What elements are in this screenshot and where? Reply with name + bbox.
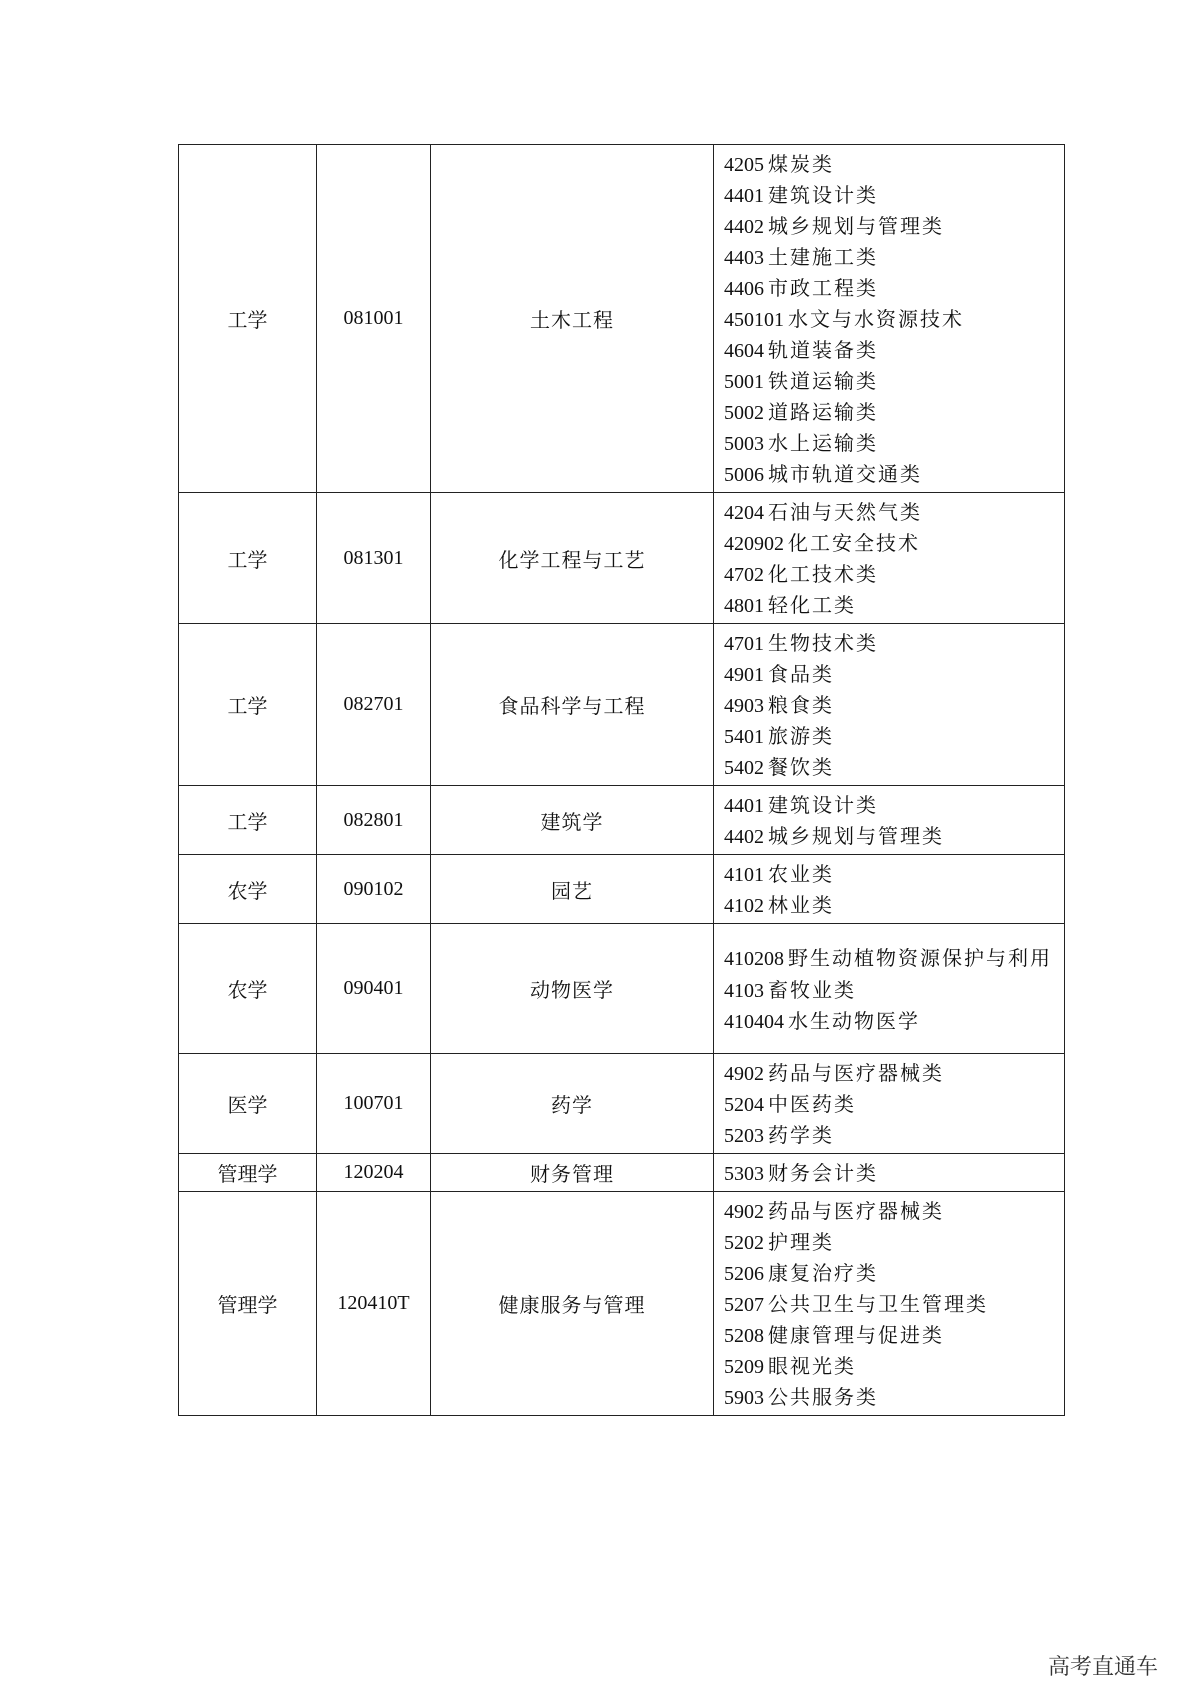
vocational-code: 5401: [724, 726, 764, 748]
major-name-cell: 健康服务与管理: [431, 1192, 714, 1416]
vocational-name: 药品与医疗器械类: [768, 1061, 944, 1085]
vocational-code: 4403: [724, 247, 764, 269]
vocational-major-item: [724, 211, 1056, 242]
vocational-major-item: [724, 721, 1056, 752]
vocational-code: 4406: [724, 278, 764, 300]
vocational-major-item: [724, 459, 1056, 490]
discipline-category-cell: 工学: [179, 145, 317, 493]
vocational-major-item: [724, 1227, 1056, 1258]
vocational-code: 5903: [724, 1387, 764, 1409]
vocational-major-item: [724, 1158, 1056, 1189]
vocational-majors-cell: [714, 624, 1065, 786]
vocational-name: 城乡规划与管理类: [768, 824, 944, 848]
vocational-major-item: [724, 1351, 1056, 1382]
vocational-major-item: [724, 975, 1056, 1006]
vocational-code: 5206: [724, 1263, 764, 1285]
vocational-code: 4702: [724, 564, 764, 586]
vocational-major-item: [724, 628, 1056, 659]
major-name-cell: 药学: [431, 1054, 714, 1154]
vocational-name: 石油与天然气类: [768, 500, 922, 524]
vocational-name: 生物技术类: [768, 631, 878, 655]
discipline-category-cell: 工学: [179, 786, 317, 855]
vocational-name: 轻化工类: [768, 593, 856, 617]
table-row: [179, 924, 1065, 1054]
vocational-name: 财务会计类: [768, 1161, 878, 1185]
vocational-majors-cell: [714, 1154, 1065, 1192]
vocational-major-item: [724, 1058, 1056, 1089]
major-code-cell: 081001: [317, 145, 431, 493]
vocational-code: 4903: [724, 695, 764, 717]
vocational-code: 5006: [724, 464, 764, 486]
discipline-category-cell: 医学: [179, 1054, 317, 1154]
vocational-name: 水上运输类: [768, 431, 878, 455]
vocational-name: 药品与医疗器械类: [768, 1199, 944, 1223]
discipline-category-cell: 工学: [179, 493, 317, 624]
vocational-name: 轨道装备类: [768, 338, 878, 362]
vocational-code: 4204: [724, 502, 764, 524]
discipline-category-cell: 管理学: [179, 1154, 317, 1192]
vocational-name: 粮食类: [768, 693, 834, 717]
vocational-major-item: [724, 180, 1056, 211]
vocational-code: 4205: [724, 154, 764, 176]
vocational-major-item: [724, 790, 1056, 821]
vocational-name: 农业类: [768, 862, 834, 886]
vocational-major-item: [724, 304, 1056, 335]
vocational-major-item: [724, 1006, 1056, 1037]
vocational-code: 5002: [724, 402, 764, 424]
table-row: [179, 1154, 1065, 1192]
vocational-major-item: [724, 859, 1056, 890]
vocational-name: 城市轨道交通类: [768, 462, 922, 486]
major-code-cell: 082701: [317, 624, 431, 786]
vocational-code: 450101: [724, 309, 784, 331]
vocational-name: 土建施工类: [768, 245, 878, 269]
vocational-code: 5402: [724, 757, 764, 779]
vocational-code: 4401: [724, 185, 764, 207]
vocational-major-item: [724, 335, 1056, 366]
vocational-major-item: [724, 1120, 1056, 1151]
vocational-major-item: [724, 397, 1056, 428]
vocational-major-item: [724, 149, 1056, 180]
vocational-name: 市政工程类: [768, 276, 878, 300]
vocational-code: 4901: [724, 664, 764, 686]
vocational-major-item: [724, 890, 1056, 921]
vocational-major-item: [724, 242, 1056, 273]
vocational-code: 410404: [724, 1010, 784, 1033]
vocational-code: 5001: [724, 371, 764, 393]
major-name-cell: 化学工程与工艺: [431, 493, 714, 624]
vocational-major-item: [724, 1289, 1056, 1320]
vocational-name: 建筑设计类: [768, 793, 878, 817]
vocational-name: 建筑设计类: [768, 183, 878, 207]
vocational-name: 林业类: [768, 893, 834, 917]
vocational-name: 药学类: [768, 1123, 834, 1147]
major-mapping-table: [178, 144, 1065, 1416]
vocational-code: 5003: [724, 433, 764, 455]
discipline-category-cell: 工学: [179, 624, 317, 786]
vocational-code: 4103: [724, 979, 764, 1002]
vocational-code: 5209: [724, 1356, 764, 1378]
vocational-code: 5303: [724, 1163, 764, 1185]
vocational-name: 野生动植物资源保护与利用: [788, 945, 1052, 970]
vocational-name: 煤炭类: [768, 152, 834, 176]
vocational-name: 旅游类: [768, 724, 834, 748]
vocational-major-item: [724, 690, 1056, 721]
vocational-major-item: [724, 943, 1056, 975]
discipline-category-cell: 农学: [179, 855, 317, 924]
vocational-code: 4401: [724, 795, 764, 817]
table-row: [179, 1192, 1065, 1416]
table-row: [179, 145, 1065, 493]
major-code-cell: 081301: [317, 493, 431, 624]
vocational-name: 畜牧业类: [768, 977, 856, 1002]
major-name-cell: 财务管理: [431, 1154, 714, 1192]
vocational-code: 5208: [724, 1325, 764, 1347]
vocational-major-item: [724, 559, 1056, 590]
vocational-name: 公共卫生与卫生管理类: [768, 1292, 988, 1316]
vocational-name: 康复治疗类: [768, 1261, 878, 1285]
vocational-name: 化工安全技术: [788, 531, 920, 555]
vocational-code: 5202: [724, 1232, 764, 1254]
vocational-major-item: [724, 1320, 1056, 1351]
table-row: [179, 855, 1065, 924]
vocational-code: 4902: [724, 1063, 764, 1085]
vocational-code: 4402: [724, 216, 764, 238]
table-body: [179, 145, 1065, 1416]
discipline-category-cell: 管理学: [179, 1192, 317, 1416]
vocational-name: 城乡规划与管理类: [768, 214, 944, 238]
table-row: [179, 493, 1065, 624]
table-row: [179, 786, 1065, 855]
vocational-name: 水文与水资源技术: [788, 307, 964, 331]
vocational-code: 4402: [724, 826, 764, 848]
vocational-majors-cell: [714, 786, 1065, 855]
vocational-name: 道路运输类: [768, 400, 878, 424]
vocational-major-item: [724, 1258, 1056, 1289]
vocational-majors-cell: [714, 855, 1065, 924]
vocational-code: 420902: [724, 533, 784, 555]
vocational-major-item: [724, 590, 1056, 621]
vocational-name: 健康管理与促进类: [768, 1323, 944, 1347]
major-code-cell: 100701: [317, 1054, 431, 1154]
watermark-text: 高考直通车: [1048, 1655, 1159, 1680]
major-name-cell: 建筑学: [431, 786, 714, 855]
major-code-cell: 090401: [317, 924, 431, 1054]
vocational-code: 5203: [724, 1125, 764, 1147]
major-code-cell: 120410T: [317, 1192, 431, 1416]
vocational-major-item: [724, 1382, 1056, 1413]
vocational-code: 5204: [724, 1094, 764, 1116]
vocational-code: 4701: [724, 633, 764, 655]
vocational-name: 水生动物医学: [788, 1008, 920, 1033]
vocational-name: 公共服务类: [768, 1385, 878, 1409]
table-row: [179, 624, 1065, 786]
vocational-major-item: [724, 528, 1056, 559]
vocational-major-item: [724, 366, 1056, 397]
major-code-cell: 090102: [317, 855, 431, 924]
major-name-cell: 园艺: [431, 855, 714, 924]
vocational-majors-cell: [714, 1192, 1065, 1416]
vocational-code: 5207: [724, 1294, 764, 1316]
vocational-code: 4102: [724, 895, 764, 917]
vocational-majors-cell: [714, 493, 1065, 624]
vocational-majors-cell: [714, 1054, 1065, 1154]
vocational-majors-cell: [714, 924, 1065, 1054]
vocational-name: 眼视光类: [768, 1354, 856, 1378]
major-name-cell: 动物医学: [431, 924, 714, 1054]
vocational-code: 410208: [724, 947, 784, 970]
vocational-name: 食品类: [768, 662, 834, 686]
vocational-name: 护理类: [768, 1230, 834, 1254]
major-name-cell: 食品科学与工程: [431, 624, 714, 786]
table-row: [179, 1054, 1065, 1154]
vocational-name: 中医药类: [768, 1092, 856, 1116]
vocational-code: 4604: [724, 340, 764, 362]
vocational-major-item: [724, 497, 1056, 528]
vocational-major-item: [724, 428, 1056, 459]
vocational-major-item: [724, 1089, 1056, 1120]
vocational-major-item: [724, 273, 1056, 304]
vocational-majors-cell: [714, 145, 1065, 493]
vocational-major-item: [724, 821, 1056, 852]
vocational-major-item: [724, 752, 1056, 783]
vocational-code: 4902: [724, 1201, 764, 1223]
major-code-cell: 120204: [317, 1154, 431, 1192]
vocational-name: 餐饮类: [768, 755, 834, 779]
vocational-name: 化工技术类: [768, 562, 878, 586]
vocational-major-item: [724, 659, 1056, 690]
vocational-code: 4801: [724, 595, 764, 617]
major-name-cell: 土木工程: [431, 145, 714, 493]
discipline-category-cell: 农学: [179, 924, 317, 1054]
vocational-major-item: [724, 1196, 1056, 1227]
major-code-cell: 082801: [317, 786, 431, 855]
vocational-name: 铁道运输类: [768, 369, 878, 393]
vocational-code: 4101: [724, 864, 764, 886]
